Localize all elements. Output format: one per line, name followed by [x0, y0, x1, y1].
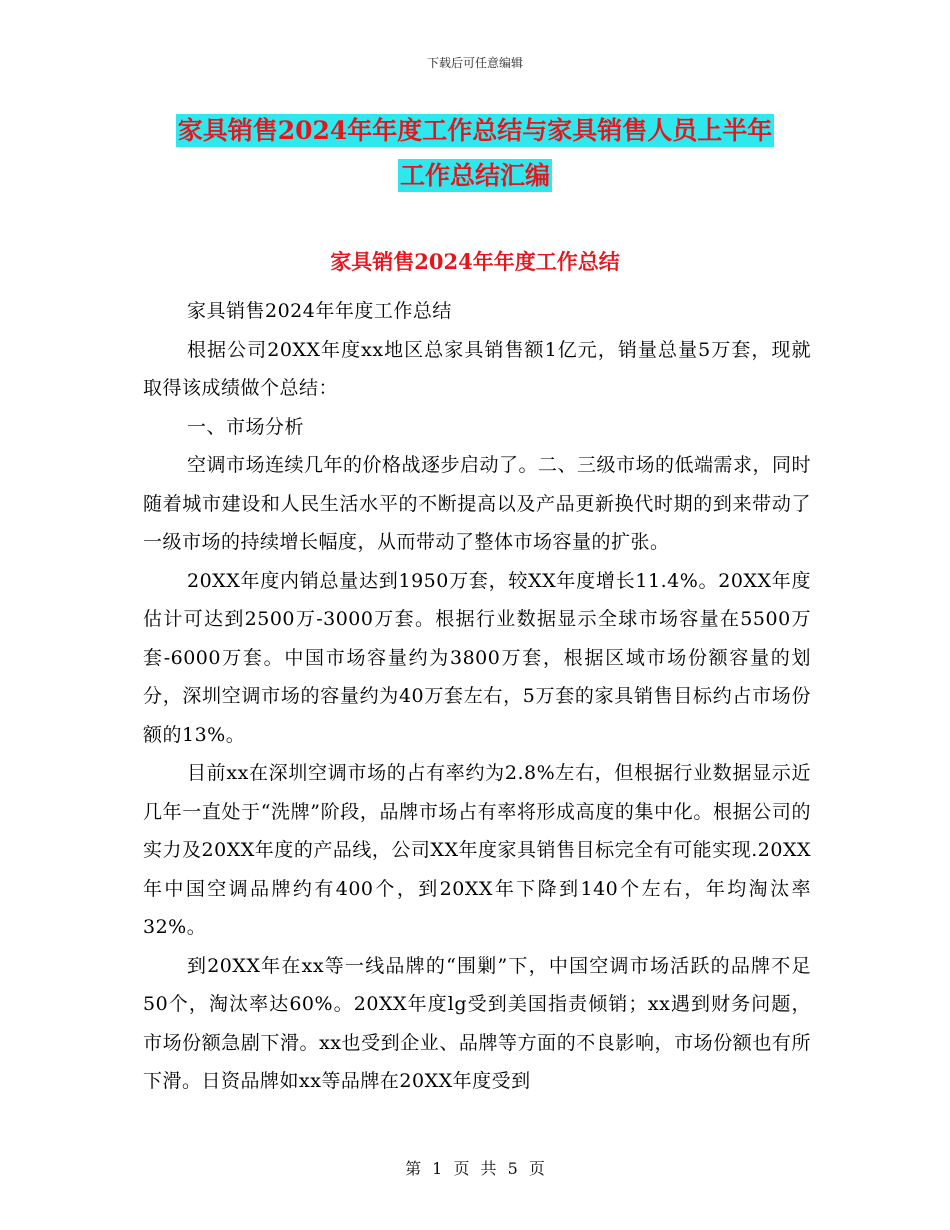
- document-title-line-1: 家具销售2024年年度工作总结与家具销售人员上半年: [177, 116, 773, 145]
- paragraph: 到20XX年在xx等一线品牌的“围剿”下，中国空调市场活跃的品牌不足50个，淘汰率达60%。20XX年度lg受到美国指责倾销；xx遇到财务问题，市场份额急剧下滑。xx也受到企业、品牌等方面的不良影响，市场份额也有所下滑。日资品牌如xx等品牌在20XX年度受到: [143, 954, 811, 1092]
- document-title: [130, 108, 820, 198]
- page-footer: 第 1 页 共 5 页: [405, 1159, 545, 1178]
- document-title-line-2: 工作总结汇编: [399, 161, 550, 190]
- header-note: 下载后可任意编辑: [426, 56, 523, 70]
- paragraph: 空调市场连续几年的价格战逐步启动了。二、三级市场的低端需求，同时随着城市建设和人民生活水平的不断提高以及产品更新换代时期的到来带动了一级市场的持续增长幅度，从而带动了整体市场容量的扩张。: [143, 454, 812, 553]
- paragraph: 目前xx在深圳空调市场的占有率约为2.8%左右，但根据行业数据显示近几年一直处于“洗牌”阶段，品牌市场占有率将形成高度的集中化。根据公司的实力及20XX年度的产品线，公司XX年度家具销售目标完全有可能实现.20XX年中国空调品牌约有400个，到20XX年下降到140个左右，年均淘汰率32%。: [143, 762, 811, 938]
- paragraph: 一、市场分析: [187, 415, 305, 438]
- section-title: 家具销售2024年年度工作总结: [330, 249, 620, 274]
- paragraph: 家具销售2024年年度工作总结: [187, 300, 452, 322]
- paragraph: 根据公司20XX年度xx地区总家具销售额1亿元，销量总量5万套，现就取得该成绩做个总结：: [143, 338, 811, 399]
- paragraph: 20XX年度内销总量达到1950万套，较XX年度增长11.4%。20XX年度估计可达到2500万-3000万套。根据行业数据显示全球市场容量在5500万套-6000万套。中国市场容量约为3800万套，根据区域市场份额容量的划分，深圳空调市场的容量约为40万套左右，5万套的家具销售目标约占市场份额的13%。: [143, 569, 811, 746]
- body-text: [143, 292, 811, 1101]
